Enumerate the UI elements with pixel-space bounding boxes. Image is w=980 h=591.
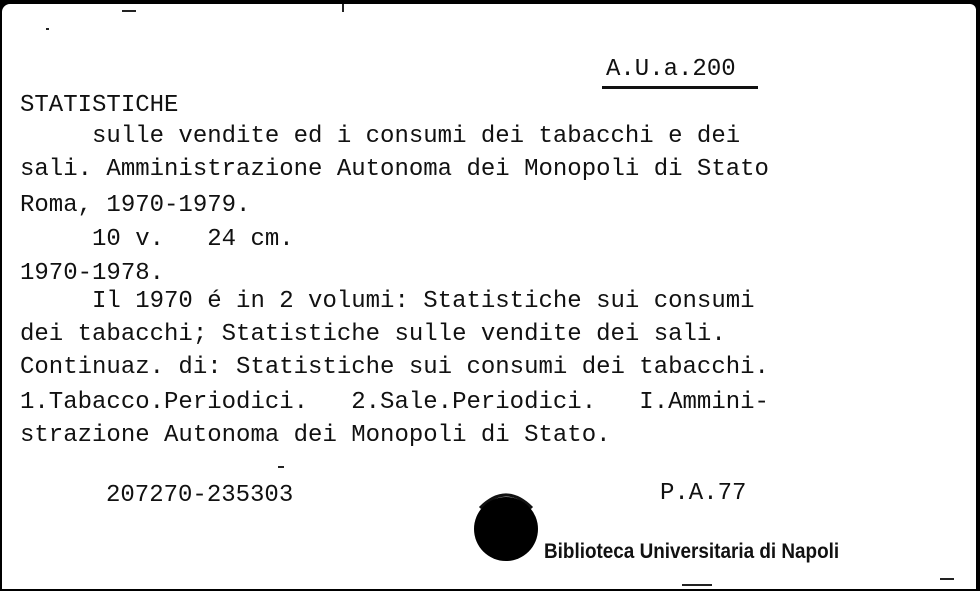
heading-line: STATISTICHE bbox=[20, 92, 179, 119]
body-line: dei tabacchi; Statistiche sulle vendite dei sali. bbox=[20, 321, 726, 348]
library-stamp-seal-icon bbox=[474, 497, 538, 561]
scan-speck bbox=[46, 28, 49, 30]
scan-speck bbox=[342, 4, 344, 12]
body-line: sali. Amministrazione Autonoma dei Monopoli di Stato bbox=[20, 156, 769, 183]
catalog-card bbox=[2, 4, 976, 589]
shelfmark: A.U.a.200 bbox=[606, 56, 736, 83]
body-line: 10 v. 24 cm. bbox=[20, 226, 294, 253]
body-line: sulle vendite ed i consumi dei tabacchi e dei bbox=[20, 123, 741, 150]
scan-speck bbox=[278, 466, 284, 468]
body-line: Roma, 1970-1979. bbox=[20, 192, 251, 219]
body-line: Il 1970 é in 2 volumi: Statistiche sui consumi bbox=[20, 288, 755, 315]
library-name: Biblioteca Universitaria di Napoli bbox=[544, 540, 840, 563]
body-line: Continuaz. di: Statistiche sui consumi dei tabacchi. bbox=[20, 354, 769, 381]
body-line: 1970-1978. bbox=[20, 260, 165, 287]
scan-speck bbox=[682, 584, 712, 586]
location-code: P.A.77 bbox=[660, 480, 747, 507]
inventory-number: 207270-235303 bbox=[106, 482, 294, 509]
scan-speck bbox=[122, 10, 136, 12]
shelfmark-underline bbox=[602, 86, 758, 89]
scan-speck bbox=[940, 578, 954, 580]
body-line: 1.Tabacco.Periodici. 2.Sale.Periodici. I.Ammini- bbox=[20, 389, 769, 416]
body-line: strazione Autonoma dei Monopoli di Stato. bbox=[20, 422, 611, 449]
